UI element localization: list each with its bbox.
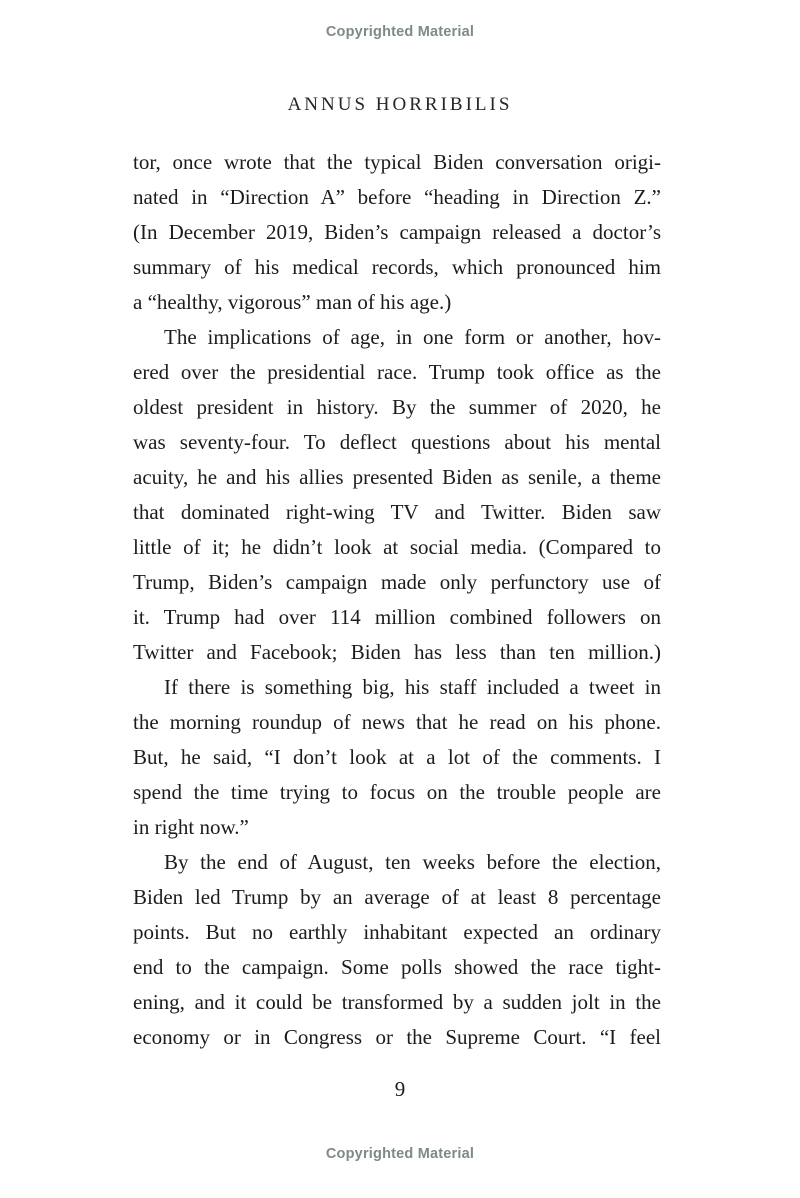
text-line: the morning roundup of news that he read on his phone. (133, 710, 661, 734)
paragraph (133, 845, 661, 1055)
text-line: nated in “Direction A” before “heading in Direction Z.” (133, 185, 661, 209)
text-line: economy or in Congress or the Supreme Court. “I feel (133, 1025, 661, 1049)
text-line: Biden led Trump by an average of at least 8 percentage (133, 885, 661, 909)
text-line: If there is something big, his staff included a tweet in (164, 675, 661, 699)
text-line: that dominated right-wing TV and Twitter. Biden saw (133, 500, 661, 524)
running-head: ANNUS HORRIBILIS (287, 94, 513, 115)
text-line: acuity, he and his allies presented Biden as senile, a theme (133, 465, 661, 489)
copyright-notice-top: Copyrighted Material (325, 24, 475, 40)
text-line: ered over the presidential race. Trump took office as the (133, 360, 661, 384)
text-line: summary of his medical records, which pronounced him (133, 255, 661, 279)
text-line: (In December 2019, Biden’s campaign released a doctor’s (133, 220, 661, 244)
paragraph (133, 670, 661, 845)
text-line: Trump, Biden’s campaign made only perfunctory use of (133, 570, 661, 594)
text-line: points. But no earthly inhabitant expected an ordinary (133, 920, 661, 944)
text-line: was seventy-four. To deflect questions about his mental (133, 430, 661, 454)
text-line: a “healthy, vigorous” man of his age.) (133, 290, 452, 314)
text-line: little of it; he didn’t look at social media. (Compared to (133, 535, 661, 559)
page-number: 9 (394, 1077, 406, 1101)
text-line: tor, once wrote that the typical Biden conversation origi- (133, 150, 661, 174)
text-line: end to the campaign. Some polls showed the race tight- (133, 955, 661, 979)
paragraph (133, 320, 661, 670)
body-text (133, 145, 661, 1055)
text-line: oldest president in history. By the summer of 2020, he (133, 395, 661, 419)
text-line: it. Trump had over 114 million combined followers on (133, 605, 661, 629)
paragraph (133, 145, 661, 320)
text-line: spend the time trying to focus on the trouble people are (133, 780, 661, 804)
text-line: But, he said, “I don’t look at a lot of the comments. I (133, 745, 661, 769)
text-line: Twitter and Facebook; Biden has less than ten million.) (133, 640, 661, 664)
text-line: By the end of August, ten weeks before the election, (164, 850, 661, 874)
copyright-notice-bottom: Copyrighted Material (325, 1146, 475, 1162)
text-line: ening, and it could be transformed by a sudden jolt in the (133, 990, 661, 1014)
text-line: in right now.” (133, 815, 249, 839)
text-line: The implications of age, in one form or another, hov- (164, 325, 661, 349)
